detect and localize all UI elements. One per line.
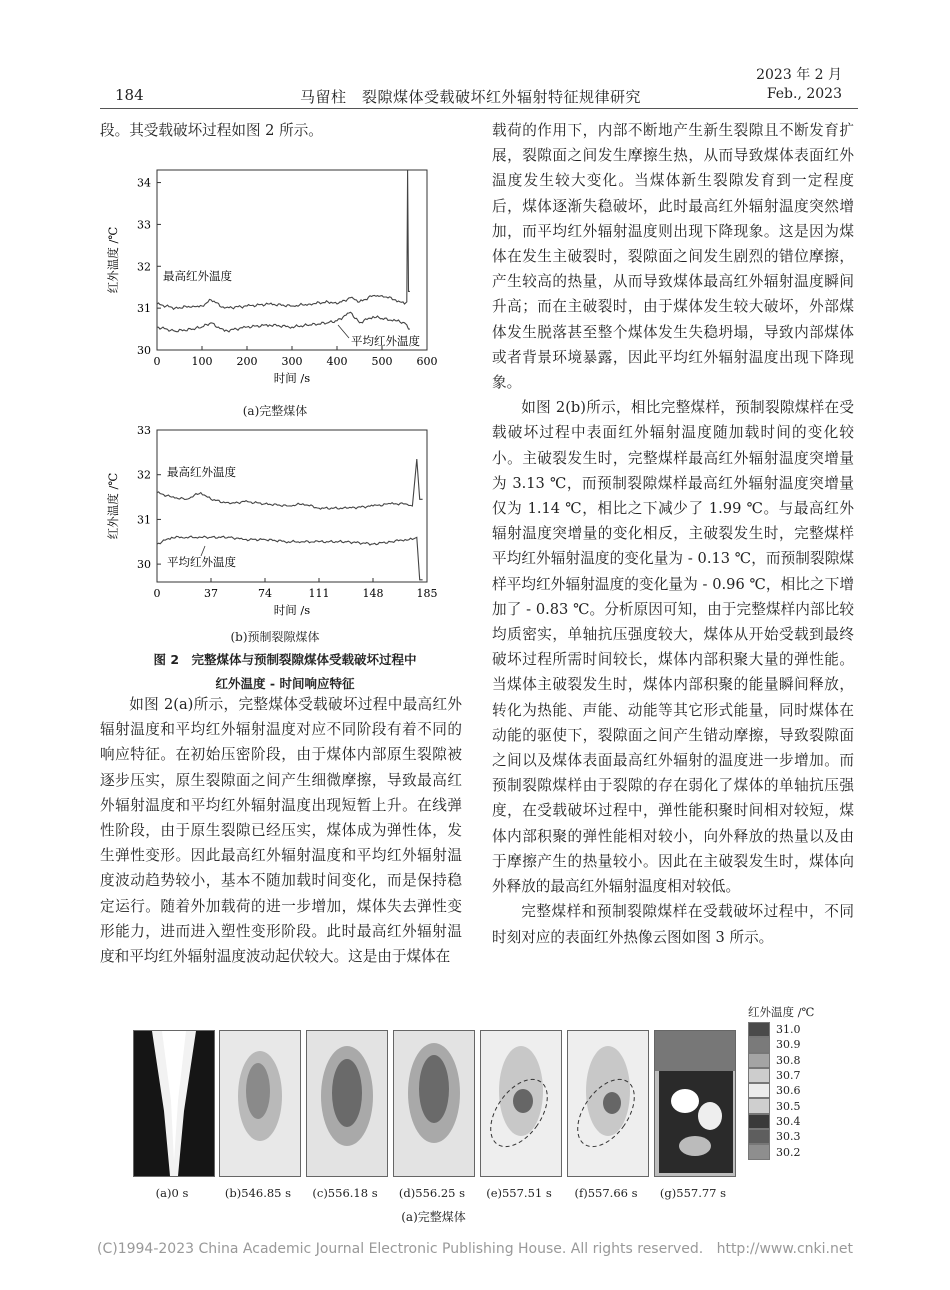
right-paragraph-2: 如图 2(b)所示，相比完整煤样，预制裂隙煤样在受载破坏过程中表面红外辐射温度随加载时间的变化较小。主破裂发生时，完整煤样最高红外辐射温度突增量为 3.13 ℃，而预制裂隙煤样最高红外辐射温度突增量仅为 1.14 ℃，相比之下减少了 1.99 ℃。与最高红外辐射温度突增量的变化相反，主破裂发生时，完整煤样平均红外辐射温度的变化量为 - 0.13 ℃，而预制裂隙煤样平均红外辐射温度的变化量为 - 0.96 ℃，相比之下增加了 - 0.83 ℃。分析原因可知，由于完整煤样内部比较均质密实，单轴抗压强度较大，煤体从开始受载到最终破坏过程所需时间较长，煤体内部积聚大量的弹性能。当煤体主破裂发生时，煤体内部积聚的能量瞬间释放，转化为热能、声能、动能等其它形式能量，同时煤体在动能的驱使下，裂隙面之间产生错动摩擦，导致裂隙面之间以及煤体表面最高红外辐射的温度进一步增加。而预制裂隙煤样由于裂隙的存在弱化了煤体的单轴抗压强度，在受载破坏过程中，弹性能积聚时间相对较短，煤体内部积聚的弹性能相对较小，向外释放的热量以及由于摩擦产生的热量较小。因此在主破裂发生时，煤体向外释放的最高红外辐射温度相对较低。: [492, 399, 854, 896]
running-title: 马留柱 裂隙煤体受载破坏红外辐射特征规律研究: [300, 88, 642, 106]
thermal-pattern-d: [394, 1031, 474, 1176]
thermal-image-c: [306, 1030, 388, 1177]
legend-row: [748, 1037, 801, 1052]
legend-swatch: [748, 1068, 770, 1083]
legend-row: [748, 1022, 801, 1037]
y-tick-label: 33: [137, 218, 151, 232]
thermal-pattern-b: [220, 1031, 300, 1176]
x-tick-label: 74: [258, 587, 272, 600]
left-paragraph-1: 如图 2(a)所示，完整煤体受载破坏过程中最高红外辐射温度和平均红外辐射温度对应不同阶段有着不同的响应特征。在初始压密阶段，由于煤体内部原生裂隙被逐步压实，原生裂隙面之间产生细微摩擦，导致最高红外辐射温度和平均红外辐射温度出现短暂上升。在线弹性阶段，由于原生裂隙已经压实，煤体成为弹性体，发生弹性变形。因此最高红外辐射温度和平均红外辐射温度波动趋势较小，基本不随加载时间变化，而是保持稳定运行。随着外加载荷的进一步增加，煤体失去弹性变形能力，进而进入塑性变形阶段。此时最高红外辐射温度和平均红外辐射温度波动起伏较大。这是由于煤体在: [100, 696, 462, 966]
thermal-pattern-g: [655, 1031, 735, 1176]
right-paragraph-1: 载荷的作用下，内部不断地产生新生裂隙且不断发育扩展，裂隙面之间发生摩擦生热，从而导致煤体表面红外温度发生较大变化。当煤体新生裂隙发育到一定程度后，煤体逐渐失稳破坏，此时最高红外辐射温度突然增加，而平均红外辐射温度则出现下降现象。这是因为煤体在发生主破裂时，裂隙面之间发生剧烈的错位摩擦，产生较高的热量，从而导致煤体最高红外辐射温度瞬间升高；而在主破裂时，由于煤体发生较大破坏，外部煤体发生脱落甚至整个煤体发生失稳坍塌，导致内部煤体或者背景环境暴露，因此平均红外辐射温度出现下降现象。: [492, 122, 854, 392]
y-tick-label: 31: [137, 513, 151, 527]
legend-value: 30.7: [776, 1069, 801, 1083]
right-body: [492, 118, 854, 950]
chart-a: [105, 160, 445, 400]
legend-row: [748, 1053, 801, 1068]
legend-row: [748, 1068, 801, 1083]
footer-url: http://www.cnki.net: [716, 1241, 853, 1257]
right-paragraph-3: 完整煤样和预制裂隙煤样在受载破坏过程中，不同时刻对应的表面红外热像云图如图 3 所示。: [492, 903, 854, 946]
legend-value: 30.6: [776, 1084, 801, 1098]
thumb-caption-a: (a)0 s: [155, 1186, 189, 1200]
series-line-avg-temp: [157, 312, 410, 332]
x-tick-label: 0: [153, 587, 161, 600]
y-tick-label: 33: [137, 424, 151, 437]
x-axis-label: 时间 /s: [273, 371, 311, 385]
legend-row: [748, 1083, 801, 1098]
thermal-image-b: [219, 1030, 301, 1177]
fig2-caption-line1: 图 2 完整煤体与预制裂隙煤体受载破坏过程中: [153, 652, 417, 667]
thumb-caption-d: (d)556.25 s: [398, 1186, 466, 1200]
y-axis-label: 红外温度 /℃: [106, 472, 120, 540]
x-tick-label: 400: [326, 355, 348, 368]
thermal-pattern-e: [481, 1031, 561, 1176]
y-tick-label: 30: [137, 558, 151, 572]
plot-frame: [157, 170, 427, 350]
x-tick-label: 185: [416, 587, 438, 600]
y-tick-label: 34: [137, 176, 151, 190]
x-tick-label: 37: [204, 587, 218, 600]
legend-value: 30.5: [776, 1099, 801, 1113]
series-annotation: 最高红外温度: [163, 269, 232, 283]
legend-row: [748, 1129, 801, 1144]
x-tick-label: 200: [236, 355, 258, 368]
y-tick-label: 32: [137, 468, 151, 482]
x-tick-label: 111: [308, 587, 330, 600]
legend-swatch: [748, 1129, 770, 1144]
thumb-caption-f: (f)557.66 s: [574, 1186, 638, 1200]
x-tick-label: 0: [153, 355, 161, 368]
left-body: [100, 692, 462, 969]
thumb-caption-e: (e)557.51 s: [486, 1186, 552, 1200]
footer: [0, 1241, 950, 1257]
thermal-pattern-a: [134, 1031, 214, 1176]
series-annotation: 平均红外温度: [351, 334, 420, 348]
x-tick-label: 300: [281, 355, 303, 368]
legend-value: 30.8: [776, 1053, 801, 1067]
legend-value: 30.2: [776, 1145, 801, 1159]
x-tick-label: 148: [362, 587, 384, 600]
thermal-pattern-f: [568, 1031, 648, 1176]
header-rule: [100, 108, 858, 109]
legend-swatch: [748, 1053, 770, 1068]
issue-date-cn: 2023 年 2 月: [756, 67, 842, 83]
issue-date: [756, 66, 842, 104]
x-axis-label: 时间 /s: [273, 603, 311, 617]
legend-value: 30.9: [776, 1038, 801, 1052]
legend-row: [748, 1098, 801, 1113]
legend-swatch: [748, 1022, 770, 1037]
legend-swatch: [748, 1083, 770, 1098]
x-tick-label: 100: [191, 355, 213, 368]
series-annotation: 最高红外温度: [167, 465, 236, 479]
thermal-image-g: [654, 1030, 736, 1177]
x-tick-label: 500: [371, 355, 393, 368]
y-axis-label: 红外温度 /℃: [106, 226, 120, 294]
y-tick-label: 30: [137, 344, 151, 357]
fig-a-caption: (a)完整煤体: [242, 404, 308, 418]
thumb-caption-c: (c)556.18 s: [312, 1186, 378, 1200]
series-annotation: 平均红外温度: [167, 555, 236, 569]
thermal-image-f: [567, 1030, 649, 1177]
intro-text: 段。其受载破坏过程如图 2 所示。: [100, 122, 323, 139]
thermal-pattern-c: [307, 1031, 387, 1176]
thermal-image-a: [133, 1030, 215, 1177]
thumb-caption-g: (g)557.77 s: [659, 1186, 727, 1200]
legend-swatch: [748, 1037, 770, 1052]
thermal-image-e: [480, 1030, 562, 1177]
legend-swatch: [748, 1114, 770, 1129]
legend-swatch: [748, 1144, 770, 1159]
series-line-max-temp: [157, 170, 410, 309]
fig2-caption-line2: 红外温度 - 时间响应特征: [215, 676, 355, 691]
copyright: (C)1994-2023 China Academic Journal Electronic Publishing House. All rights reserved.: [97, 1241, 704, 1257]
legend-swatch: [748, 1098, 770, 1113]
legend-title: 红外温度 /℃: [748, 1005, 815, 1019]
legend-row: [748, 1144, 801, 1159]
color-legend: [748, 1022, 801, 1160]
page-number: 184: [115, 86, 144, 104]
x-tick-label: 600: [416, 355, 438, 368]
left-intro: [100, 118, 470, 143]
legend-row: [748, 1114, 801, 1129]
legend-value: 30.4: [776, 1114, 801, 1128]
y-tick-label: 31: [137, 302, 151, 316]
legend-value: 31.0: [776, 1023, 801, 1037]
figure-3-group-caption: (a)完整煤体: [401, 1210, 466, 1224]
legend-value: 30.3: [776, 1130, 801, 1144]
y-tick-label: 32: [137, 260, 151, 274]
issue-date-en: Feb., 2023: [766, 86, 842, 102]
fig-b-caption: (b)预制裂隙煤体: [230, 630, 320, 644]
annotation-leader: [338, 325, 349, 338]
thermal-image-d: [393, 1030, 475, 1177]
chart-b: [105, 420, 445, 625]
figure-2-caption: [100, 648, 470, 696]
thumb-caption-b: (b)546.85 s: [224, 1186, 292, 1200]
